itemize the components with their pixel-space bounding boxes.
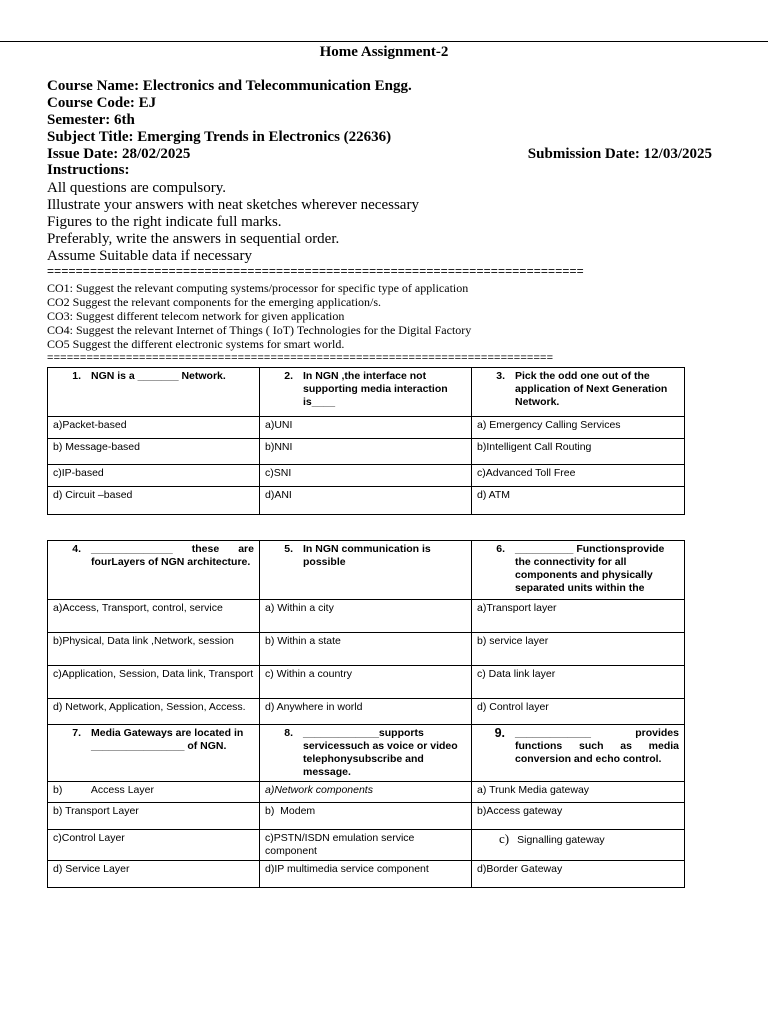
course-outcome: CO3: Suggest different telecom network for given application — [47, 309, 345, 323]
option-text: Signalling gateway — [517, 834, 605, 846]
option-cell: d) Circuit –based — [48, 487, 260, 515]
option-cell: c)Control Layer — [48, 830, 260, 861]
option-cell: c) Data link layer — [472, 666, 685, 699]
option-row — [48, 487, 685, 515]
option-row — [48, 666, 685, 699]
question-table-2 — [47, 540, 685, 888]
separator-line: =========================================================================== — [47, 264, 584, 278]
option-cell: a)Transport layer — [472, 600, 685, 633]
option-row — [48, 861, 685, 888]
question-text: Pick the odd one out of the application of Next Generation Network. — [515, 370, 668, 408]
instruction-item: Figures to the right indicate full marks. — [47, 214, 282, 230]
option-row — [48, 417, 685, 439]
option-cell: b)Physical, Data link ,Network, session — [48, 633, 260, 666]
question-table-1 — [47, 367, 685, 515]
option-row — [48, 633, 685, 666]
option-cell: a)Network components — [260, 782, 472, 803]
option-cell — [472, 830, 685, 861]
question-cell — [472, 368, 685, 417]
option-cell: b) Within a state — [260, 633, 472, 666]
question-row — [48, 541, 685, 600]
option-cell: a)UNI — [260, 417, 472, 439]
question-cell — [48, 725, 260, 782]
question-text: _____________ provides functions such as media conversion and echo control. — [515, 727, 679, 765]
question-number: 6. — [496, 543, 505, 555]
option-row — [48, 803, 685, 830]
question-number: 1. — [72, 370, 81, 382]
option-cell: a) Emergency Calling Services — [472, 417, 685, 439]
question-cell — [260, 725, 472, 782]
question-text: ______________ these are fourLayers of NGN architecture. — [91, 543, 254, 568]
option-row — [48, 699, 685, 725]
option-letter: c) — [499, 831, 510, 846]
instruction-item: Assume Suitable data if necessary — [47, 248, 252, 264]
option-cell: c)PSTN/ISDN emulation service component — [260, 830, 472, 861]
option-cell: c)Application, Session, Data link, Transport — [48, 666, 260, 699]
assignment-title: Home Assignment-2 — [319, 44, 449, 60]
option-cell: b) service layer — [472, 633, 685, 666]
option-cell: b) Message-based — [48, 439, 260, 465]
instructions-label: Instructions: — [47, 162, 130, 178]
separator-line: ============================================================================= — [47, 352, 554, 364]
option-cell: b)NNI — [260, 439, 472, 465]
option-cell: c)IP-based — [48, 465, 260, 487]
option-cell: b)Intelligent Call Routing — [472, 439, 685, 465]
question-text: _____________supports servicessuch as voice or video telephonysubscribe and message. — [303, 727, 458, 778]
question-number: 7. — [72, 727, 81, 739]
question-cell — [260, 368, 472, 417]
option-cell: d) Control layer — [472, 699, 685, 725]
question-number: 4. — [72, 543, 81, 555]
option-cell: c)Advanced Toll Free — [472, 465, 685, 487]
option-cell: d)Border Gateway — [472, 861, 685, 888]
course-outcome: CO5 Suggest the different electronic systems for smart world. — [47, 337, 345, 351]
option-cell: a) Trunk Media gateway — [472, 782, 685, 803]
option-cell: c) Within a country — [260, 666, 472, 699]
question-row — [48, 725, 685, 782]
question-cell — [472, 541, 685, 600]
subject-title: Subject Title: Emerging Trends in Electronics (22636) — [47, 129, 392, 145]
question-number: 8. — [284, 727, 293, 739]
top-rule — [0, 41, 768, 42]
question-text: NGN is a _______ Network. — [91, 370, 226, 382]
question-number: 3. — [496, 370, 505, 382]
instruction-item: All questions are compulsory. — [47, 180, 226, 196]
course-name: Course Name: Electronics and Telecommunication Engg. — [47, 78, 412, 94]
course-outcome: CO4: Suggest the relevant Internet of Things ( IoT) Technologies for the Digital Factory — [47, 323, 472, 337]
instruction-item: Preferably, write the answers in sequential order. — [47, 231, 340, 247]
option-cell: c)SNI — [260, 465, 472, 487]
option-row — [48, 439, 685, 465]
question-cell — [472, 725, 685, 782]
option-cell: a)Access, Transport, control, service — [48, 600, 260, 633]
option-cell: b) Modem — [260, 803, 472, 830]
question-row — [48, 368, 685, 417]
option-cell: d)IP multimedia service component — [260, 861, 472, 888]
option-row — [48, 465, 685, 487]
course-outcome: CO2 Suggest the relevant components for the emerging application/s. — [47, 295, 382, 309]
option-cell: b) Transport Layer — [48, 803, 260, 830]
question-number: 9. — [494, 726, 505, 740]
semester: Semester: 6th — [47, 112, 135, 128]
question-number: 2. — [284, 370, 293, 382]
question-cell — [48, 368, 260, 417]
option-cell: d) Network, Application, Session, Access. — [48, 699, 260, 725]
option-cell: d)ANI — [260, 487, 472, 515]
option-row — [48, 830, 685, 861]
question-text: In NGN ,the interface not supporting media interaction is____ — [303, 370, 448, 408]
question-number: 5. — [284, 543, 293, 555]
option-row — [48, 600, 685, 633]
option-cell: a)Packet-based — [48, 417, 260, 439]
option-cell: b)Access gateway — [472, 803, 685, 830]
course-outcome: CO1: Suggest the relevant computing systems/processor for specific type of application — [47, 281, 469, 295]
option-row — [48, 782, 685, 803]
question-cell — [48, 541, 260, 600]
option-cell: a) Within a city — [260, 600, 472, 633]
option-cell: d) ATM — [472, 487, 685, 515]
instruction-item: Illustrate your answers with neat sketches wherever necessary — [47, 197, 419, 213]
submission-date: Submission Date: 12/03/2025 — [527, 146, 712, 162]
option-cell: d) Anywhere in world — [260, 699, 472, 725]
question-text: __________ Functionsprovide the connectivity for all components and physically separated units within the — [515, 543, 665, 594]
question-text: In NGN communication is possible — [303, 543, 431, 568]
option-cell: b) Access Layer — [48, 782, 260, 803]
question-text: Media Gateways are located in ________________ of NGN. — [91, 727, 244, 752]
issue-date: Issue Date: 28/02/2025 — [47, 146, 191, 162]
option-cell: d) Service Layer — [48, 861, 260, 888]
question-cell — [260, 541, 472, 600]
course-code: Course Code: EJ — [47, 95, 157, 111]
